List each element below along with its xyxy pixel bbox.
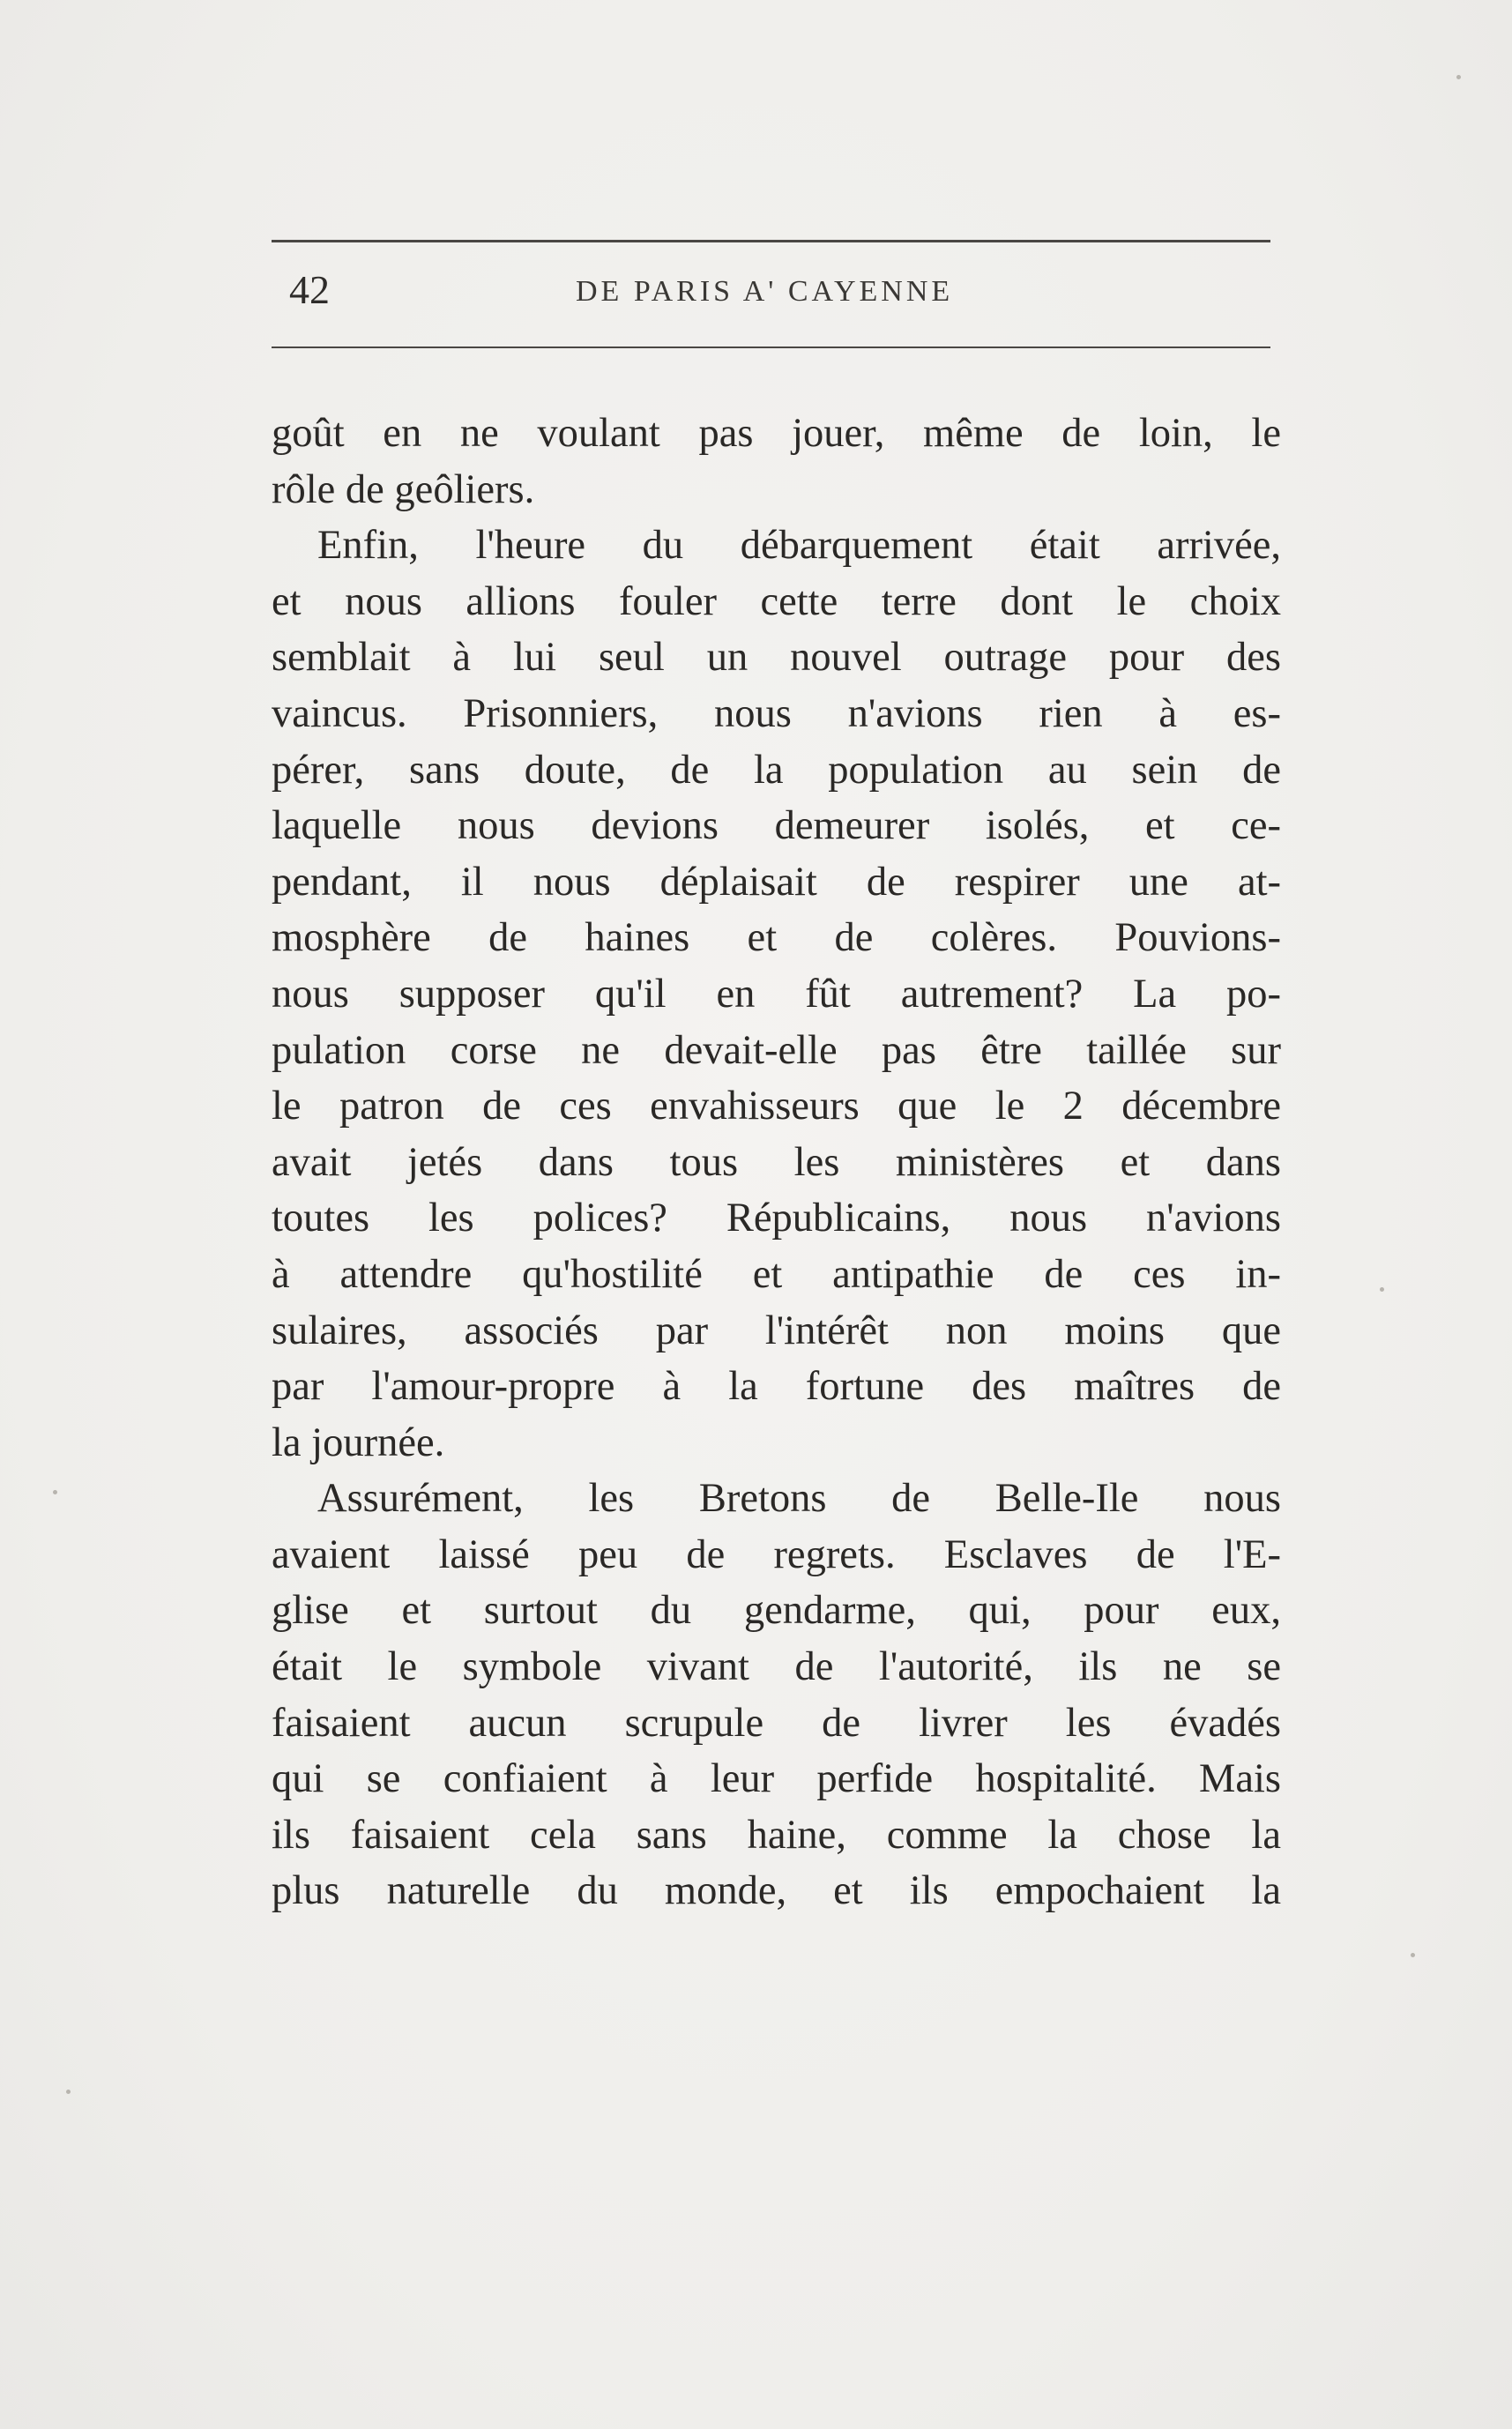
text-line: le patron de ces envahisseurs que le 2 décembre bbox=[272, 1084, 1281, 1129]
paper-speck bbox=[66, 2090, 71, 2094]
running-head bbox=[272, 261, 1270, 323]
text-line: et nous allions fouler cette terre dont le choix bbox=[272, 578, 1281, 624]
text-line: était le symbole vivant de l'autorité, ils ne se bbox=[272, 1644, 1281, 1690]
text-line: Enfin, l'heure du débarquement était arrivée, bbox=[317, 523, 1281, 569]
body-text bbox=[272, 406, 1281, 1919]
paper-speck bbox=[1411, 1953, 1415, 1957]
text-line: mosphère de haines et de colères. Pouvions- bbox=[272, 915, 1281, 961]
text-line: plus naturelle du monde, et ils empochaient la bbox=[272, 1868, 1281, 1914]
text-line: goût en ne voulant pas jouer, même de loin, le bbox=[272, 411, 1281, 456]
paper-speck bbox=[1456, 75, 1461, 79]
text-line: nous supposer qu'il en fût autrement? La po- bbox=[272, 971, 1281, 1017]
header-rule-top bbox=[272, 240, 1270, 242]
text-line: la journée. bbox=[272, 1419, 445, 1465]
text-line: sulaires, associés par l'intérêt non moins que bbox=[272, 1308, 1281, 1353]
text-line: vaincus. Prisonniers, nous n'avions rien à es- bbox=[272, 690, 1281, 736]
paper-speck bbox=[1380, 1287, 1384, 1292]
paper-speck bbox=[53, 1490, 57, 1494]
text-line: glise et surtout du gendarme, qui, pour eux, bbox=[272, 1588, 1281, 1634]
text-line: pendant, il nous déplaisait de respirer une at- bbox=[272, 859, 1281, 905]
header-rule-bottom bbox=[272, 346, 1270, 348]
text-line: semblait à lui seul un nouvel outrage pour des bbox=[272, 635, 1281, 681]
text-line: Assurément, les Bretons de Belle-Ile nous bbox=[317, 1476, 1281, 1522]
text-line: pérer, sans doute, de la population au sein de bbox=[272, 747, 1281, 793]
text-line: rôle de geôliers. bbox=[272, 466, 535, 512]
text-line: pulation corse ne devait-elle pas être taillée sur bbox=[272, 1027, 1281, 1073]
text-line: qui se confiaient à leur perfide hospitalité. Mais bbox=[272, 1756, 1281, 1802]
text-line: avait jetés dans tous les ministères et dans bbox=[272, 1139, 1281, 1185]
text-line: à attendre qu'hostilité et antipathie de ces in- bbox=[272, 1251, 1281, 1297]
running-title: DE PARIS A' CAYENNE bbox=[576, 275, 954, 308]
text-line: par l'amour-propre à la fortune des maîtres de bbox=[272, 1364, 1281, 1410]
text-line: ils faisaient cela sans haine, comme la chose la bbox=[272, 1812, 1281, 1858]
text-line: avaient laissé peu de regrets. Esclaves de l'E- bbox=[272, 1531, 1281, 1577]
text-line: toutes les polices? Républicains, nous n'avions bbox=[272, 1196, 1281, 1241]
text-line: laquelle nous devions demeurer isolés, et ce- bbox=[272, 803, 1281, 849]
page-number: 42 bbox=[289, 267, 330, 312]
text-line: faisaient aucun scrupule de livrer les évadés bbox=[272, 1700, 1281, 1746]
